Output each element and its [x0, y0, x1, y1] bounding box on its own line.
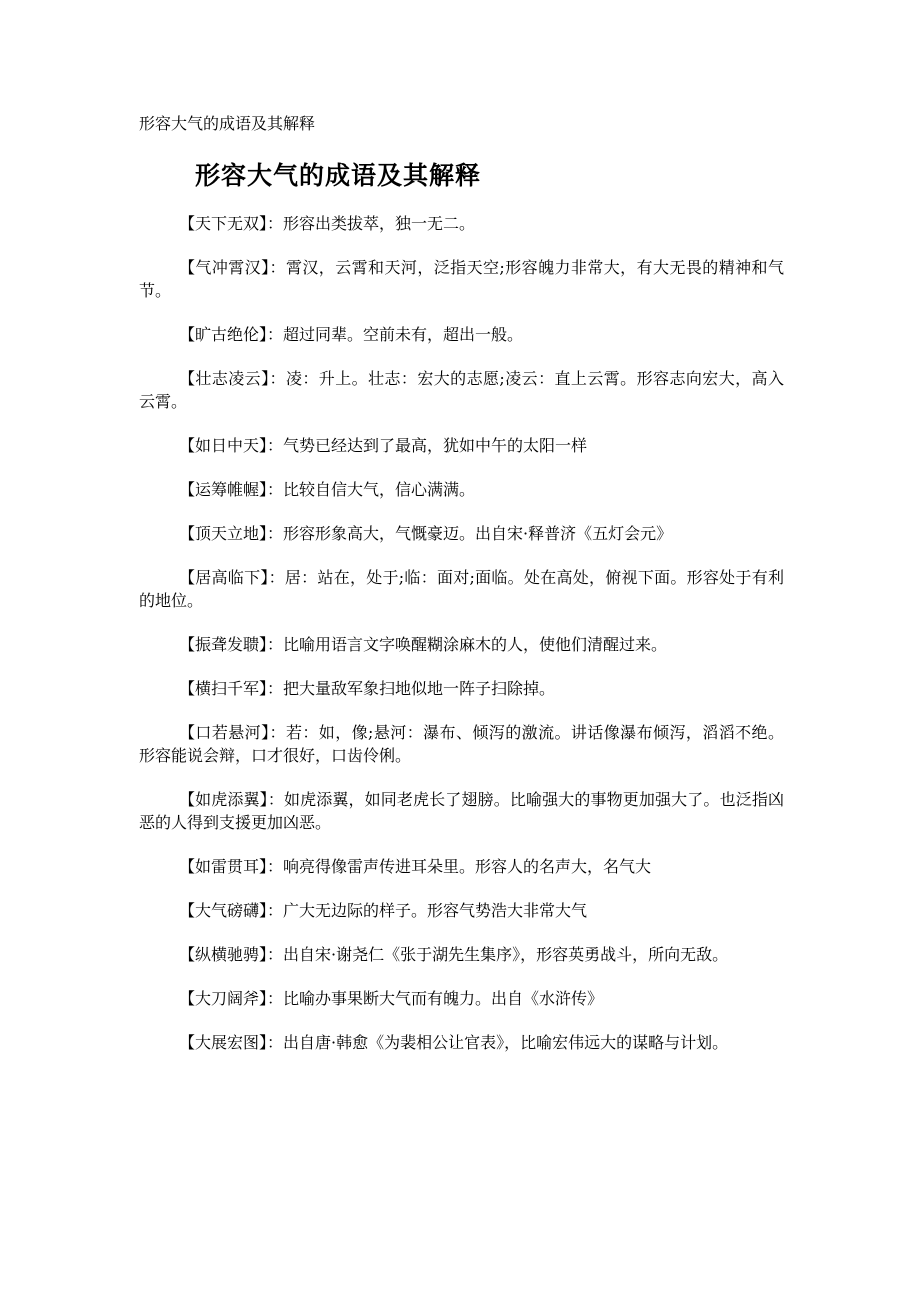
idiom-definition: 形容出类拔萃，独一无二。	[283, 214, 476, 233]
idiom-separator: ：	[267, 945, 284, 964]
idiom-definition: 出自宋·谢尧仁《张于湖先生集序》，形容英勇战斗，所向无敌。	[283, 945, 729, 964]
idiom-separator: ：	[267, 635, 284, 654]
idiom-term: 【气冲霄汉】	[179, 258, 270, 277]
idiom-separator: ：	[267, 790, 284, 809]
idiom-definition: 比较自信大气，信心满满。	[283, 480, 476, 499]
idiom-entry	[139, 633, 784, 656]
idiom-term: 【横扫千军】	[179, 679, 268, 698]
idiom-term: 【如日中天】	[179, 436, 268, 455]
idiom-definition: 出自唐·韩愈《为裴相公让官表》，比喻宏伟远大的谋略与计划。	[283, 1033, 729, 1052]
idiom-entry	[139, 788, 784, 834]
idiom-entry	[139, 899, 784, 922]
idiom-entry	[139, 943, 784, 966]
idiom-term: 【运筹帷幄】	[179, 480, 268, 499]
idiom-entry	[139, 522, 784, 545]
idiom-term: 【纵横驰骋】	[179, 945, 268, 964]
document-header-text: 形容大气的成语及其解释	[139, 114, 316, 133]
idiom-term: 【振聋发聩】	[179, 635, 268, 654]
idiom-definition: 广大无边际的样子。形容气势浩大非常大气	[283, 901, 588, 920]
idiom-entry	[139, 677, 784, 700]
idiom-separator: ：	[267, 901, 284, 920]
idiom-entry	[139, 323, 784, 346]
idiom-definition: 居：站在，处于;临：面对;面临。处在高处，俯视下面。形容处于有利的地位。	[139, 568, 784, 610]
idiom-term: 【口若悬河】	[179, 723, 270, 742]
idiom-term: 【壮志凌云】	[179, 369, 270, 388]
idiom-separator: ：	[267, 436, 284, 455]
idiom-definition: 若：如，像;悬河：瀑布、倾泻的激流。讲话像瀑布倾泻，滔滔不绝。形容能说会辩，口才很好，口齿伶俐。	[139, 723, 784, 765]
idiom-definition: 气势已经达到了最高，犹如中午的太阳一样	[283, 436, 588, 455]
idiom-separator: ：	[267, 214, 284, 233]
idiom-entry	[139, 987, 784, 1010]
idiom-term: 【天下无双】	[179, 214, 268, 233]
idiom-separator: ：	[267, 1033, 284, 1052]
idiom-definition: 霄汉，云霄和天河，泛指天空;形容魄力非常大，有大无畏的精神和气节。	[139, 258, 784, 300]
idiom-separator: ：	[267, 524, 284, 543]
idiom-term: 【大展宏图】	[179, 1033, 268, 1052]
idiom-term: 【如虎添翼】	[179, 790, 268, 809]
idiom-definition: 响亮得像雷声传进耳朵里。形容人的名声大，名气大	[283, 857, 652, 876]
idiom-separator: ：	[267, 679, 284, 698]
idiom-list	[139, 212, 784, 1075]
idiom-entry	[139, 566, 784, 612]
idiom-entry	[139, 212, 784, 235]
idiom-term: 【顶天立地】	[179, 524, 268, 543]
idiom-definition: 如虎添翼，如同老虎长了翅膀。比喻强大的事物更加强大了。也泛指凶恶的人得到支援更加凶恶。	[139, 790, 784, 832]
idiom-entry	[139, 434, 784, 457]
idiom-separator: ：	[269, 723, 286, 742]
idiom-entry	[139, 367, 784, 413]
idiom-separator: ：	[267, 480, 284, 499]
idiom-entry	[139, 855, 784, 878]
idiom-entry	[139, 721, 784, 767]
idiom-definition: 比喻办事果断大气而有魄力。出自《水浒传》	[283, 989, 604, 1008]
idiom-term: 【旷古绝伦】	[179, 325, 268, 344]
idiom-definition: 把大量敌军象扫地似地一阵子扫除掉。	[283, 679, 556, 698]
idiom-entry	[139, 1031, 784, 1054]
idiom-term: 【大气磅礴】	[179, 901, 268, 920]
idiom-separator: ：	[269, 369, 286, 388]
document-title: 形容大气的成语及其解释	[195, 161, 482, 190]
idiom-definition: 凌：升上。壮志：宏大的志愿;凌云：直上云霄。形容志向宏大，高入云霄。	[139, 369, 784, 411]
idiom-separator: ：	[269, 258, 286, 277]
idiom-separator: ：	[268, 568, 285, 587]
idiom-definition: 超过同辈。空前未有，超出一般。	[283, 325, 524, 344]
idiom-term: 【大刀阔斧】	[179, 989, 268, 1008]
idiom-separator: ：	[267, 325, 284, 344]
idiom-entry	[139, 256, 784, 302]
idiom-separator: ：	[267, 989, 284, 1008]
idiom-definition: 形容形象高大，气慨豪迈。出自宋·释普济《五灯会元》	[283, 524, 673, 543]
idiom-definition: 比喻用语言文字唤醒糊涂麻木的人，使他们清醒过来。	[283, 635, 668, 654]
idiom-separator: ：	[267, 857, 284, 876]
idiom-term: 【居高临下】	[179, 568, 269, 587]
idiom-term: 【如雷贯耳】	[179, 857, 268, 876]
idiom-entry	[139, 478, 784, 501]
